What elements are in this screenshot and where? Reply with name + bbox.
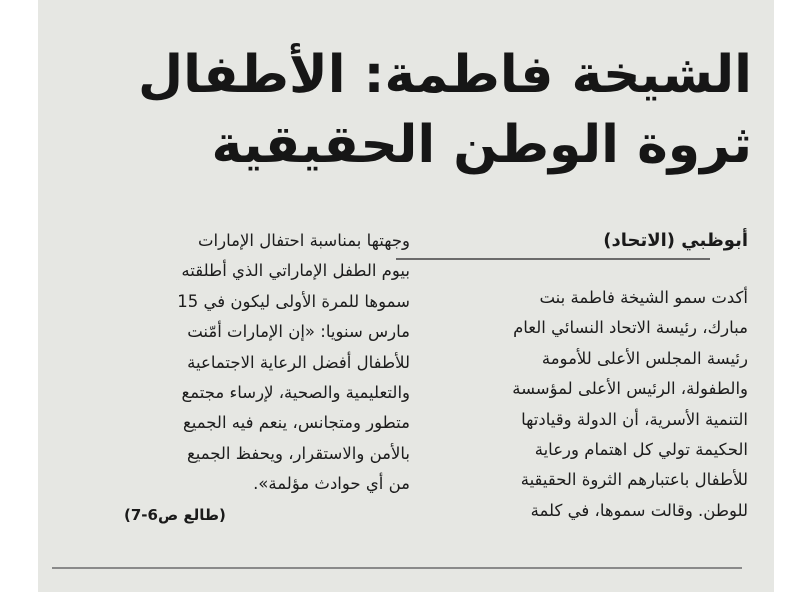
text-line: سموها للمرة الأولى ليكون في 15 (177, 291, 410, 311)
byline: أبوظبي (الاتحاد) (603, 230, 748, 251)
article-column-right (428, 283, 748, 526)
text-line: للوطن. وقالت سموها، في كلمة (530, 500, 748, 520)
text-line: بيوم الطفل الإماراتي الذي أطلقته (181, 261, 410, 281)
continued-reference: (طالع ص6-7) (124, 506, 226, 524)
headline-line-1: الشيخة فاطمة: الأطفال (137, 45, 752, 105)
text-line: للأطفال باعتبارهم الثروة الحقيقية (520, 470, 748, 490)
text-line: متطور ومتجانس، ينعم فيه الجميع (182, 413, 410, 433)
text-line: للأطفال أفضل الرعاية الاجتماعية (187, 352, 410, 372)
text-line: وجهتها بمناسبة احتفال الإمارات (198, 231, 410, 250)
text-line: مارس سنويا: «إن الإمارات أمّنت (187, 322, 410, 342)
byline-divider (396, 258, 710, 260)
text-line: بالأمن والاستقرار، ويحفظ الجميع (186, 443, 410, 463)
text-line: رئيسة المجلس الأعلى للأمومة (541, 348, 748, 368)
text-line: والطفولة، الرئيس الأعلى لمؤسسة (512, 379, 748, 399)
text-line: الحكيمة تولي كل اهتمام ورعاية (534, 440, 748, 460)
article-column-left (104, 226, 410, 500)
newspaper-clipping (38, 0, 774, 592)
text-line: مبارك، رئيسة الاتحاد النسائي العام (513, 318, 748, 338)
headline (137, 40, 752, 180)
text-line: من أي حوادث مؤلمة». (253, 474, 410, 494)
headline-line-2: ثروة الوطن الحقيقية (211, 115, 752, 175)
text-line: أكدت سمو الشيخة فاطمة بنت (539, 288, 748, 307)
bottom-divider (52, 567, 742, 569)
text-line: والتعليمية والصحية، لإرساء مجتمع (181, 383, 410, 403)
text-line: التنمية الأسرية، أن الدولة وقيادتها (521, 409, 748, 429)
